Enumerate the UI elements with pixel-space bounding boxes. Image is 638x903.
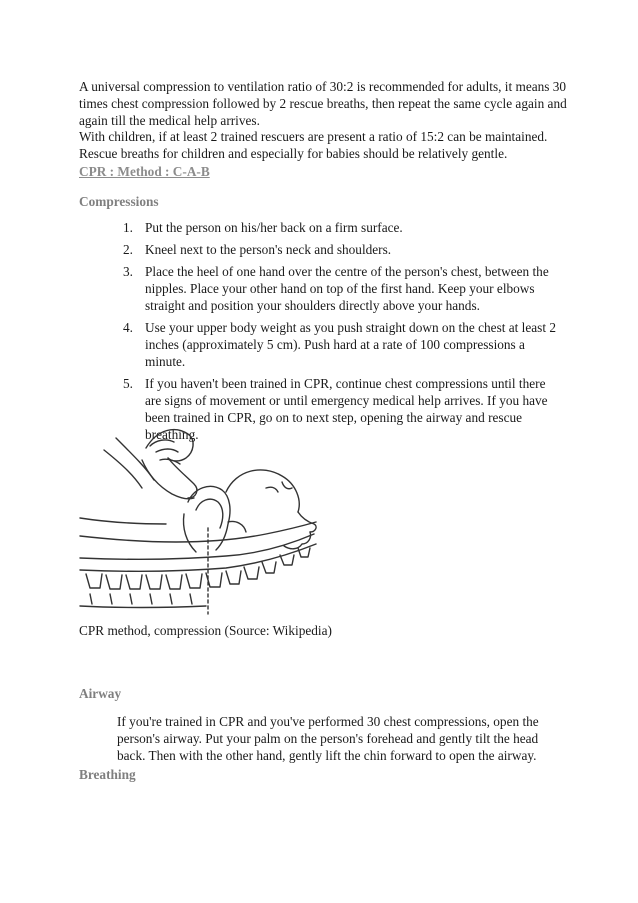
figure-caption: CPR method, compression (Source: Wikipedia) bbox=[79, 623, 332, 638]
cpr-compression-illustration bbox=[76, 418, 338, 616]
list-item bbox=[123, 241, 565, 258]
airway-heading: Airway bbox=[79, 686, 122, 701]
intro-paragraph-children: With children, if at least 2 trained rescuers are present a ratio of 15:2 can be maintained. Rescue breaths for children and especially for babies should be relatively gentle. bbox=[79, 129, 548, 161]
list-item-text: Place the heel of one hand over the centre of the person's chest, between the nipples. Place your other hand on top of the first hand. Keep your elbows straight and position your shoulders directly above your hands. bbox=[145, 264, 549, 313]
list-item-number: 3. bbox=[123, 264, 133, 279]
breathing-heading: Breathing bbox=[79, 767, 136, 782]
list-item-text: Put the person on his/her back on a firm surface. bbox=[145, 220, 403, 235]
compressions-steps-list bbox=[123, 219, 565, 448]
list-item-number: 1. bbox=[123, 220, 133, 235]
list-item-text: Kneel next to the person's neck and shoulders. bbox=[145, 242, 392, 257]
airway-paragraph: If you're trained in CPR and you've performed 30 chest compressions, open the person's airway. Put your palm on the person's forehead and gently tilt the head back. Then with the other hand, gently lift the chin forward to open the airway. bbox=[117, 714, 539, 763]
method-heading[interactable] bbox=[79, 163, 210, 180]
list-item bbox=[123, 263, 565, 314]
list-item-number: 2. bbox=[123, 242, 133, 257]
method-heading-link[interactable]: CPR : Method : C-A-B bbox=[79, 164, 210, 179]
intro-paragraph-ratio: A universal compression to ventilation ratio of 30:2 is recommended for adults, it means 30 times chest compression followed by 2 rescue breaths, then repeat the same cycle again and again till the medical help arrives. bbox=[79, 79, 567, 128]
list-item bbox=[123, 219, 565, 236]
list-item-text: Use your upper body weight as you push straight down on the chest at least 2 inches (approximately 5 cm). Push hard at a rate of 100 compressions a minute. bbox=[145, 320, 557, 369]
list-item bbox=[123, 319, 565, 370]
list-item-number: 5. bbox=[123, 376, 133, 391]
list-item-number: 4. bbox=[123, 320, 133, 335]
list-item-text: If you haven't been trained in CPR, continue chest compressions until there are signs of movement or until emergency medical help arrives. If you have been trained in CPR, go on to next step, opening the airway and rescue breathing. bbox=[145, 376, 548, 442]
compressions-heading: Compressions bbox=[79, 194, 159, 209]
